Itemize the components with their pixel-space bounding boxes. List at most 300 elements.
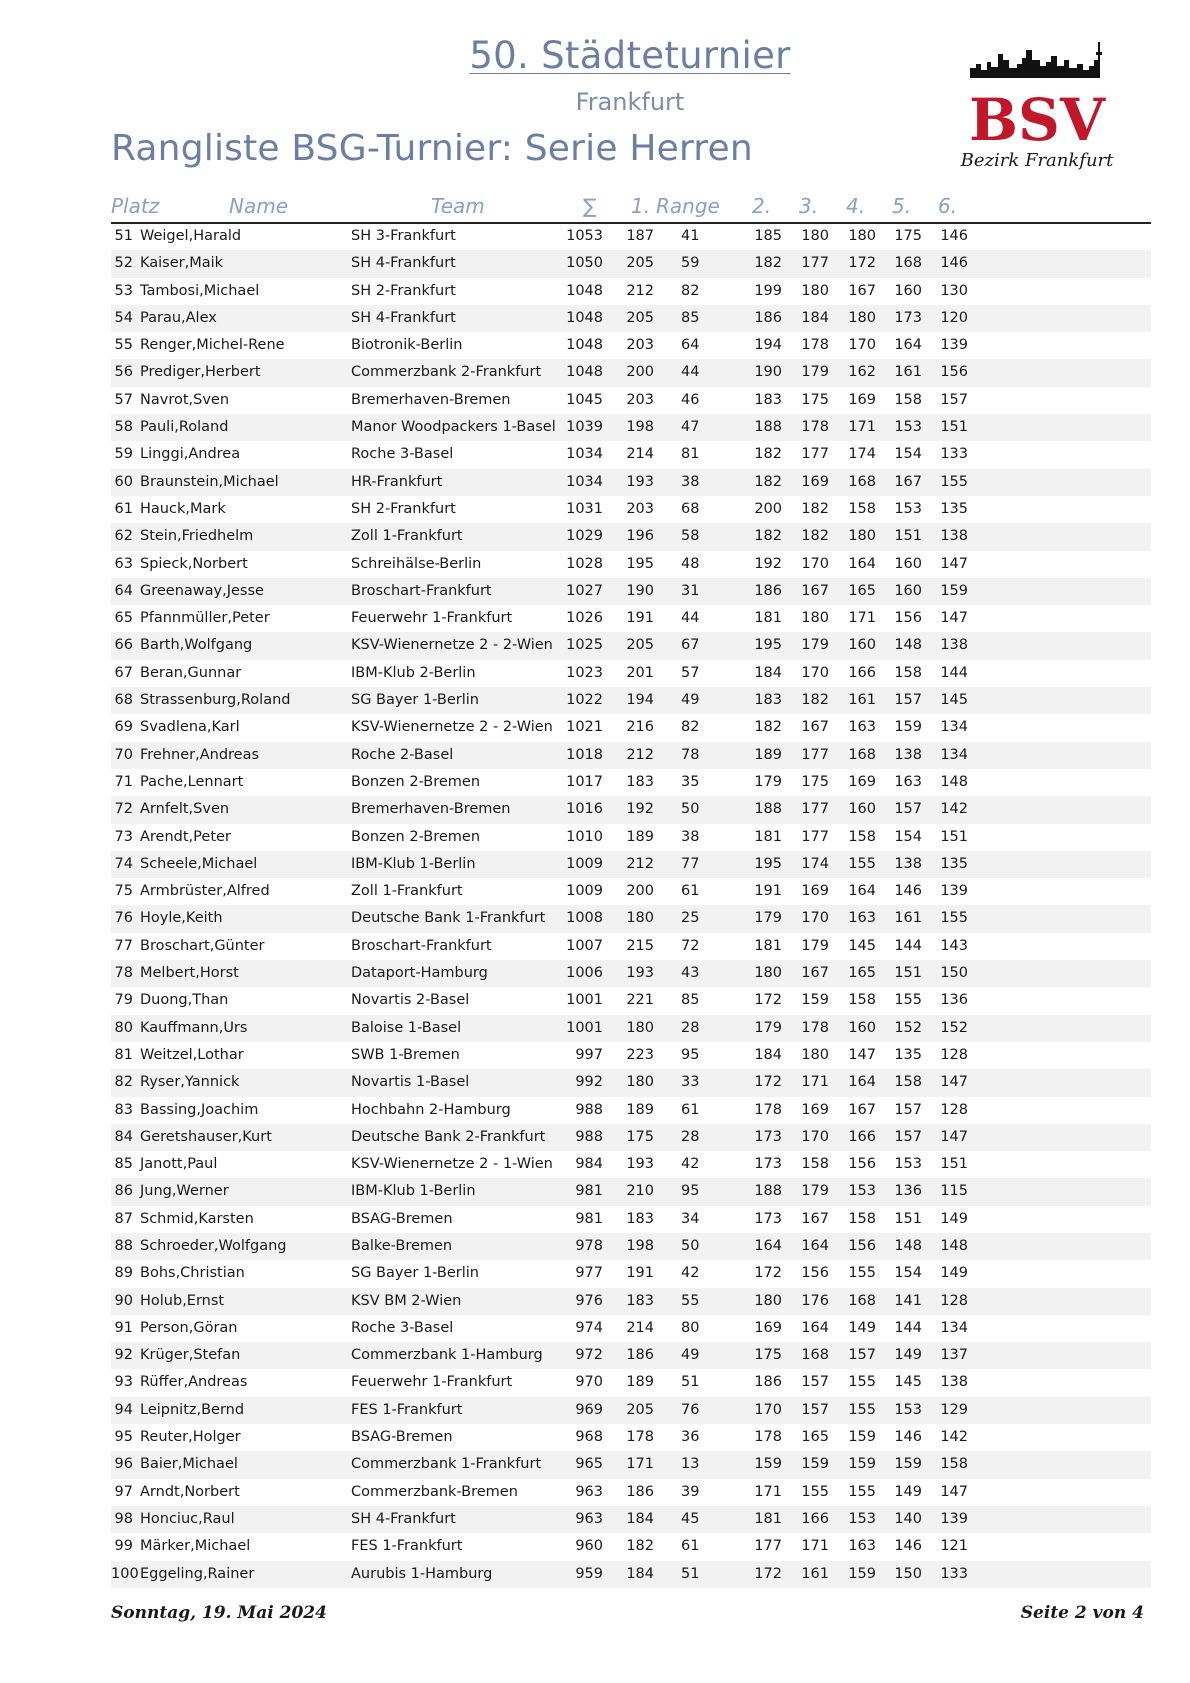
page-title: 50. Städteturnier	[469, 34, 791, 77]
cell-name: Bohs,Christian	[140, 1265, 245, 1282]
table-header	[111, 192, 1151, 224]
cell-name: Braunstein,Michael	[140, 473, 279, 490]
table-row	[111, 1561, 1151, 1588]
cell-g5: 144	[894, 937, 922, 954]
cell-g6: 134	[940, 1319, 968, 1336]
cell-g5: 158	[894, 1074, 922, 1091]
cell-team: Broschart-Frankfurt	[351, 582, 492, 599]
cell-g5: 161	[894, 910, 922, 927]
table-row	[111, 1506, 1151, 1533]
cell-g2: 185	[754, 228, 782, 244]
cell-platz: 63	[114, 555, 133, 572]
cell-g3: 177	[801, 255, 829, 272]
cell-platz: 60	[114, 473, 133, 490]
cell-sum: 992	[575, 1074, 603, 1091]
cell-g1: 189	[626, 1101, 654, 1118]
cell-sum: 963	[575, 1510, 603, 1527]
cell-g6: 156	[940, 364, 968, 381]
table-row	[111, 305, 1151, 332]
cell-g4: 155	[848, 1374, 876, 1391]
page-subtitle: Frankfurt	[575, 88, 685, 116]
cell-name: Broschart,Günter	[140, 937, 265, 954]
cell-sum: 977	[575, 1265, 603, 1282]
cell-name: Ryser,Yannick	[140, 1074, 240, 1091]
cell-range: 95	[681, 1046, 700, 1063]
cell-g1: 189	[626, 1374, 654, 1391]
cell-range: 61	[681, 1538, 700, 1555]
cell-name: Arnfelt,Sven	[140, 801, 230, 818]
cell-platz: 85	[114, 1156, 133, 1173]
cell-g5: 148	[894, 1237, 922, 1254]
cell-g3: 164	[801, 1319, 829, 1336]
cell-g3: 169	[801, 1101, 829, 1118]
cell-g6: 149	[940, 1210, 968, 1227]
cell-g4: 153	[848, 1510, 876, 1527]
cell-g1: 203	[626, 337, 654, 354]
table-row	[111, 1397, 1151, 1424]
table-row	[111, 414, 1151, 441]
cell-name: Honciuc,Raul	[140, 1510, 235, 1527]
cell-name: Reuter,Holger	[140, 1429, 241, 1446]
cell-sum: 1034	[566, 473, 603, 490]
cell-g5: 149	[894, 1483, 922, 1500]
cell-sum: 1048	[566, 337, 603, 354]
table-row	[111, 714, 1151, 741]
cell-g2: 195	[754, 855, 782, 872]
cell-range: 49	[681, 692, 700, 709]
cell-team: FES 1-Frankfurt	[351, 1401, 463, 1418]
cell-g1: 216	[626, 719, 654, 736]
table-row	[111, 1206, 1151, 1233]
cell-g5: 159	[894, 719, 922, 736]
cell-sum: 1018	[566, 746, 603, 763]
cell-team: Broschart-Frankfurt	[351, 937, 492, 954]
cell-sum: 1021	[566, 719, 603, 736]
cell-g1: 193	[626, 473, 654, 490]
cell-name: Rüffer,Andreas	[140, 1374, 248, 1391]
cell-g3: 167	[801, 1210, 829, 1227]
cell-team: KSV BM 2-Wien	[351, 1292, 462, 1309]
cell-g3: 167	[801, 719, 829, 736]
cell-g6: 133	[940, 446, 968, 463]
cell-g4: 158	[848, 828, 876, 845]
cell-g5: 168	[894, 255, 922, 272]
cell-g3: 171	[801, 1074, 829, 1091]
cell-g1: 189	[626, 828, 654, 845]
cell-sum: 1048	[566, 282, 603, 299]
cell-g6: 134	[940, 746, 968, 763]
table-row	[111, 523, 1151, 550]
cell-team: Novartis 2-Basel	[351, 992, 470, 1009]
cell-team: SH 2-Frankfurt	[351, 500, 456, 517]
cell-g2: 172	[754, 1565, 782, 1582]
cell-g5: 173	[894, 309, 922, 326]
cell-g4: 163	[848, 719, 876, 736]
cell-name: Strassenburg,Roland	[140, 692, 291, 709]
cell-sum: 981	[575, 1210, 603, 1227]
cell-g3: 177	[801, 746, 829, 763]
cell-g6: 158	[940, 1456, 968, 1473]
cell-g6: 147	[940, 555, 968, 572]
cell-g4: 169	[848, 773, 876, 790]
cell-range: 44	[681, 364, 700, 381]
cell-g4: 180	[848, 309, 876, 326]
cell-g6: 134	[940, 719, 968, 736]
cell-platz: 98	[114, 1510, 133, 1527]
cell-g1: 223	[626, 1046, 654, 1063]
cell-name: Pache,Lennart	[140, 773, 244, 790]
cell-g3: 179	[801, 637, 829, 654]
cell-range: 81	[681, 446, 700, 463]
cell-g5: 151	[894, 1210, 922, 1227]
cell-g1: 192	[626, 801, 654, 818]
table-row	[111, 1424, 1151, 1451]
table-row	[111, 1178, 1151, 1205]
cell-g5: 148	[894, 637, 922, 654]
cell-name: Barth,Wolfgang	[140, 637, 253, 654]
cell-platz: 56	[114, 364, 133, 381]
header-g5: 5.	[892, 194, 912, 218]
cell-team: SWB 1-Bremen	[351, 1046, 460, 1063]
cell-team: Dataport-Hamburg	[351, 965, 488, 982]
cell-range: 76	[681, 1401, 700, 1418]
cell-sum: 1028	[566, 555, 603, 572]
cell-sum: 1053	[566, 228, 603, 244]
bsv-logo	[952, 38, 1122, 178]
cell-sum: 1050	[566, 255, 603, 272]
cell-g3: 174	[801, 855, 829, 872]
cell-g2: 188	[754, 1183, 782, 1200]
cell-sum: 1009	[566, 855, 603, 872]
cell-g6: 151	[940, 1156, 968, 1173]
cell-platz: 62	[114, 528, 133, 545]
cell-name: Eggeling,Rainer	[140, 1565, 255, 1582]
cell-g5: 152	[894, 1019, 922, 1036]
cell-team: Commerzbank 2-Frankfurt	[351, 364, 542, 381]
cell-name: Person,Göran	[140, 1319, 238, 1336]
cell-g5: 159	[894, 1456, 922, 1473]
cell-name: Melbert,Horst	[140, 965, 239, 982]
cell-team: Commerzbank-Bremen	[351, 1483, 518, 1500]
cell-name: Scheele,Michael	[140, 855, 258, 872]
cell-g3: 177	[801, 828, 829, 845]
cell-g6: 159	[940, 582, 968, 599]
cell-g4: 163	[848, 910, 876, 927]
cell-g1: 186	[626, 1483, 654, 1500]
cell-sum: 972	[575, 1347, 603, 1364]
table-row	[111, 1097, 1151, 1124]
cell-name: Arndt,Norbert	[140, 1483, 240, 1500]
footer-date: Sonntag, 19. Mai 2024	[111, 1603, 327, 1623]
cell-sum: 984	[575, 1156, 603, 1173]
cell-g5: 138	[894, 746, 922, 763]
cell-range: 61	[681, 1101, 700, 1118]
cell-range: 42	[681, 1265, 700, 1282]
cell-g2: 181	[754, 937, 782, 954]
cell-g3: 170	[801, 555, 829, 572]
cell-range: 34	[681, 1210, 700, 1227]
cell-g3: 178	[801, 1019, 829, 1036]
cell-range: 47	[681, 419, 700, 436]
cell-g6: 147	[940, 1074, 968, 1091]
cell-g6: 146	[940, 255, 968, 272]
cell-g2: 179	[754, 910, 782, 927]
cell-g1: 193	[626, 1156, 654, 1173]
cell-g3: 175	[801, 391, 829, 408]
cell-platz: 72	[114, 801, 133, 818]
cell-team: Commerzbank 1-Frankfurt	[351, 1456, 542, 1473]
cell-platz: 99	[114, 1538, 133, 1555]
cell-platz: 55	[114, 337, 133, 354]
header-team: Team	[431, 194, 485, 218]
cell-name: Krüger,Stefan	[140, 1347, 241, 1364]
cell-g5: 164	[894, 337, 922, 354]
cell-g6: 128	[940, 1292, 968, 1309]
cell-name: Pfannmüller,Peter	[140, 610, 270, 627]
cell-range: 78	[681, 746, 700, 763]
cell-team: SH 4-Frankfurt	[351, 255, 456, 272]
table-row	[111, 1288, 1151, 1315]
cell-g5: 161	[894, 364, 922, 381]
cell-g1: 205	[626, 255, 654, 272]
cell-g4: 168	[848, 746, 876, 763]
cell-g6: 155	[940, 910, 968, 927]
header-name: Name	[229, 194, 289, 218]
cell-range: 57	[681, 664, 700, 681]
cell-g3: 178	[801, 337, 829, 354]
cell-g1: 210	[626, 1183, 654, 1200]
cell-range: 46	[681, 391, 700, 408]
cell-g6: 147	[940, 1483, 968, 1500]
cell-g3: 169	[801, 473, 829, 490]
cell-team: IBM-Klub 1-Berlin	[351, 1183, 476, 1200]
cell-platz: 82	[114, 1074, 133, 1091]
cell-g5: 156	[894, 610, 922, 627]
cell-name: Stein,Friedhelm	[140, 528, 254, 545]
header-g2: 2.	[752, 194, 772, 218]
cell-team: Manor Woodpackers 1-Basel	[351, 419, 556, 436]
header-g1: 1.	[631, 194, 651, 218]
cell-g4: 167	[848, 1101, 876, 1118]
cell-range: 85	[681, 992, 700, 1009]
cell-team: SG Bayer 1-Berlin	[351, 692, 479, 709]
cell-g2: 182	[754, 719, 782, 736]
cell-g3: 159	[801, 1456, 829, 1473]
cell-team: HR-Frankfurt	[351, 473, 443, 490]
cell-platz: 78	[114, 965, 133, 982]
cell-g6: 145	[940, 692, 968, 709]
cell-g2: 199	[754, 282, 782, 299]
cell-g3: 179	[801, 364, 829, 381]
cell-g6: 147	[940, 1128, 968, 1145]
table-row	[111, 1233, 1151, 1260]
cell-g4: 155	[848, 1483, 876, 1500]
table-row	[111, 987, 1151, 1014]
cell-team: FES 1-Frankfurt	[351, 1538, 463, 1555]
cell-team: SH 3-Frankfurt	[351, 228, 456, 244]
cell-g1: 191	[626, 610, 654, 627]
cell-g3: 156	[801, 1265, 829, 1282]
cell-g1: 186	[626, 1347, 654, 1364]
cell-sum: 960	[575, 1538, 603, 1555]
cell-g6: 148	[940, 773, 968, 790]
cell-g3: 165	[801, 1429, 829, 1446]
table-row	[111, 1369, 1151, 1396]
cell-range: 72	[681, 937, 700, 954]
cell-g3: 157	[801, 1401, 829, 1418]
cell-g4: 158	[848, 992, 876, 1009]
cell-g6: 151	[940, 828, 968, 845]
cell-g6: 146	[940, 228, 968, 244]
cell-g4: 155	[848, 855, 876, 872]
cell-range: 25	[681, 910, 700, 927]
cell-platz: 66	[114, 637, 133, 654]
cell-g2: 180	[754, 1292, 782, 1309]
table-row	[111, 1451, 1151, 1478]
cell-sum: 1009	[566, 883, 603, 900]
cell-g2: 190	[754, 364, 782, 381]
cell-g3: 168	[801, 1347, 829, 1364]
table-row	[111, 278, 1151, 305]
cell-platz: 93	[114, 1374, 133, 1391]
cell-g3: 180	[801, 610, 829, 627]
cell-g2: 186	[754, 582, 782, 599]
cell-g3: 182	[801, 500, 829, 517]
cell-name: Leipnitz,Bernd	[140, 1401, 245, 1418]
cell-name: Hoyle,Keith	[140, 910, 223, 927]
cell-g2: 164	[754, 1237, 782, 1254]
table-row	[111, 1042, 1151, 1069]
table-row	[111, 1479, 1151, 1506]
cell-g1: 183	[626, 1292, 654, 1309]
cell-sum: 1010	[566, 828, 603, 845]
cell-platz: 70	[114, 746, 133, 763]
cell-g4: 180	[848, 228, 876, 244]
cell-team: Deutsche Bank 1-Frankfurt	[351, 910, 546, 927]
cell-g3: 170	[801, 910, 829, 927]
cell-g6: 142	[940, 801, 968, 818]
cell-g6: 148	[940, 1237, 968, 1254]
cell-team: Balke-Bremen	[351, 1237, 453, 1254]
cell-range: 49	[681, 1347, 700, 1364]
cell-sum: 1048	[566, 364, 603, 381]
svg-text:BSV: BSV	[969, 86, 1105, 154]
cell-name: Greenaway,Jesse	[140, 582, 264, 599]
cell-name: Holub,Ernst	[140, 1292, 225, 1309]
cell-g1: 175	[626, 1128, 654, 1145]
cell-g6: 149	[940, 1265, 968, 1282]
cell-g6: 137	[940, 1347, 968, 1364]
ranking-table	[111, 223, 1151, 1588]
cell-sum: 1031	[566, 500, 603, 517]
cell-range: 51	[681, 1374, 700, 1391]
cell-g6: 142	[940, 1429, 968, 1446]
cell-g4: 160	[848, 801, 876, 818]
cell-name: Tambosi,Michael	[140, 282, 260, 299]
cell-g1: 215	[626, 937, 654, 954]
cell-g1: 221	[626, 992, 654, 1009]
cell-g4: 156	[848, 1156, 876, 1173]
cell-platz: 94	[114, 1401, 133, 1418]
cell-g1: 205	[626, 309, 654, 326]
cell-g4: 156	[848, 1237, 876, 1254]
cell-g1: 183	[626, 773, 654, 790]
table-row	[111, 1260, 1151, 1287]
cell-team: SH 4-Frankfurt	[351, 309, 456, 326]
cell-g5: 160	[894, 582, 922, 599]
cell-g2: 178	[754, 1429, 782, 1446]
cell-g6: 155	[940, 473, 968, 490]
cell-name: Geretshauser,Kurt	[140, 1128, 272, 1145]
cell-g5: 158	[894, 391, 922, 408]
cell-name: Duong,Than	[140, 992, 229, 1009]
cell-platz: 52	[114, 255, 133, 272]
cell-g3: 158	[801, 1156, 829, 1173]
table-row	[111, 960, 1151, 987]
cell-g6: 138	[940, 1374, 968, 1391]
cell-name: Jung,Werner	[140, 1183, 229, 1200]
cell-platz: 61	[114, 500, 133, 517]
table-row	[111, 796, 1151, 823]
cell-name: Bassing,Joachim	[140, 1101, 259, 1118]
cell-sum: 959	[575, 1565, 603, 1582]
cell-g4: 167	[848, 282, 876, 299]
cell-platz: 87	[114, 1210, 133, 1227]
cell-g5: 160	[894, 555, 922, 572]
cell-g1: 180	[626, 1074, 654, 1091]
cell-g5: 140	[894, 1510, 922, 1527]
cell-g2: 186	[754, 1374, 782, 1391]
cell-team: SH 4-Frankfurt	[351, 1510, 456, 1527]
cell-name: Baier,Michael	[140, 1456, 238, 1473]
header-platz: Platz	[111, 194, 160, 218]
cell-sum: 1001	[566, 992, 603, 1009]
cell-range: 64	[681, 337, 700, 354]
cell-platz: 53	[114, 282, 133, 299]
cell-platz: 57	[114, 391, 133, 408]
cell-g3: 159	[801, 992, 829, 1009]
cell-range: 68	[681, 500, 700, 517]
cell-g5: 138	[894, 855, 922, 872]
cell-name: Spieck,Norbert	[140, 555, 248, 572]
cell-g1: 193	[626, 965, 654, 982]
cell-platz: 51	[114, 228, 133, 244]
cell-team: Bremerhaven-Bremen	[351, 801, 511, 818]
cell-platz: 92	[114, 1347, 133, 1364]
cell-g6: 139	[940, 337, 968, 354]
cell-g4: 158	[848, 500, 876, 517]
cell-g2: 180	[754, 965, 782, 982]
table-row	[111, 905, 1151, 932]
cell-g3: 155	[801, 1483, 829, 1500]
cell-g5: 151	[894, 528, 922, 545]
cell-g4: 158	[848, 1210, 876, 1227]
cell-g4: 169	[848, 391, 876, 408]
cell-g4: 180	[848, 528, 876, 545]
cell-g4: 164	[848, 1074, 876, 1091]
cell-name: Parau,Alex	[140, 309, 217, 326]
table-row	[111, 1069, 1151, 1096]
cell-g5: 155	[894, 992, 922, 1009]
cell-sum: 1045	[566, 391, 603, 408]
table-row	[111, 687, 1151, 714]
cell-range: 42	[681, 1156, 700, 1173]
cell-name: Kauffmann,Urs	[140, 1019, 248, 1036]
cell-g5: 157	[894, 1128, 922, 1145]
cell-g1: 180	[626, 910, 654, 927]
cell-g1: 184	[626, 1565, 654, 1582]
table-row	[111, 1015, 1151, 1042]
